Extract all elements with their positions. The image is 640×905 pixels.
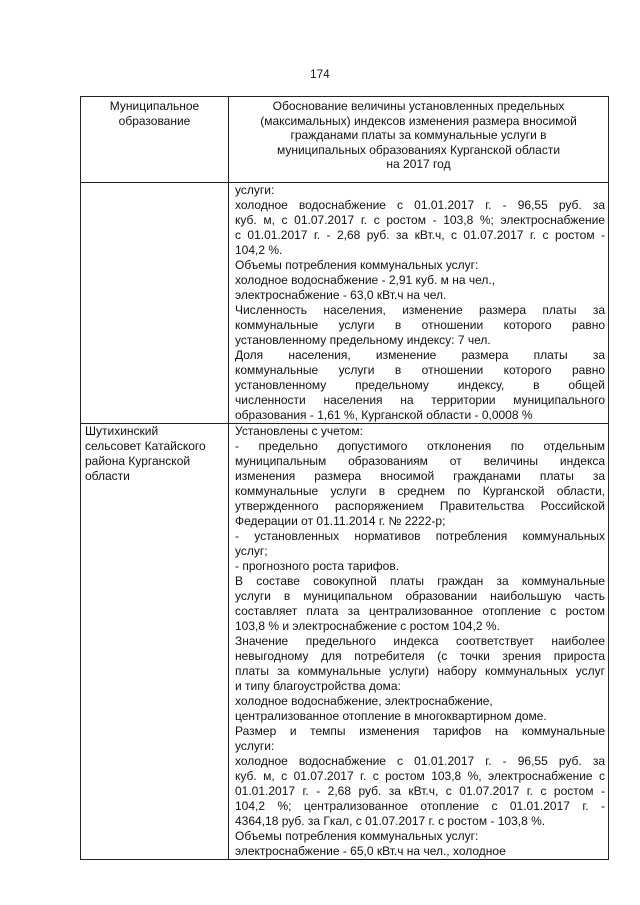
municipality-cell [81, 424, 229, 860]
text-line: Численность населения, изменение размера платы за [235, 303, 605, 317]
text-line: Доля населения, изменение размера платы за [235, 348, 605, 362]
justification-cell [229, 183, 609, 424]
header-justification-line: Обоснование величины установленных предельных [272, 99, 565, 113]
text-line: 01.01.2017 г. - 2,68 руб. за кВт.ч, с 01.07.2017 г. с ростом - [235, 784, 605, 798]
text-line: 4364,18 руб. за Гкал, с 01.07.2017 г. с ростом - 103,8 %. [235, 814, 546, 828]
text-line: Объемы потребления коммунальных услуг: [235, 258, 479, 272]
page-number: 174 [310, 69, 330, 81]
header-justification-line: муниципальных образованиях Курганской области [276, 142, 561, 157]
text-line: 103,8 % и электроснабжение с ростом 104,2 %. [235, 619, 500, 633]
text-line: - установленных нормативов потребления коммунальных [235, 529, 605, 543]
text-line: Установлены с учетом: [235, 424, 363, 438]
text-line: централизованное отопление в многоквартирном доме. [235, 709, 547, 723]
header-justification-cell [229, 97, 609, 183]
header-justification-line: гражданами платы за коммунальные услуги в [290, 128, 547, 143]
justification-cell [229, 424, 609, 860]
text-line: утвержденного распоряжением Правительства Российской [235, 499, 605, 513]
text-line: Размер и темпы изменения тарифов на коммунальные [235, 724, 605, 738]
text-line: услуг; [235, 544, 268, 558]
text-line: 104,2 %. [235, 243, 283, 257]
text-line: образования - 1,61 %, Курганской области - 0,0008 % [235, 408, 533, 422]
table-row [81, 183, 609, 424]
header-justification-line: (максимальных) индексов изменения размера вносимой [260, 113, 577, 128]
text-line: куб. м, с 01.07.2017 г. с ростом - 103,8 %; электроснабжение [235, 213, 605, 227]
text-line: установленному предельному индексу, в общей [235, 378, 605, 392]
municipality-line: области [85, 469, 130, 483]
text-line: холодное водоснабжение, электроснабжение, [235, 694, 493, 708]
table-header-row [81, 97, 609, 183]
header-municipality-cell [81, 97, 229, 183]
text-line: - прогнозного роста тарифов. [235, 559, 400, 573]
text-line: коммунальные услуги в отношении которого равно [235, 363, 605, 377]
text-line: 104,2 %; централизованное отопление с 01.01.2017 г. - [235, 799, 605, 813]
header-municipality-line: Муниципальное [109, 99, 200, 113]
text-line: услуги в муниципальном образовании наибольшую часть [235, 589, 605, 603]
text-line: холодное водоснабжение - 2,91 куб. м на чел., [235, 273, 496, 287]
municipality-line: Шутихинский [85, 424, 159, 438]
text-line: услуги: [235, 183, 275, 197]
text-line: платы за коммунальные услуги) набору коммунальных услуг [235, 664, 605, 678]
text-line: В составе совокупной платы граждан за коммунальные [235, 574, 605, 588]
text-line: Объемы потребления коммунальных услуг: [235, 829, 479, 843]
header-justification-line: на 2017 год [386, 157, 451, 172]
text-line: с 01.01.2017 г. - 2,68 руб. за кВт.ч, с 01.07.2017 г. с ростом - [235, 228, 605, 242]
table-row [81, 424, 609, 860]
text-line: коммунальные услуги в отношении которого равно [235, 318, 605, 332]
text-line: муниципальным образованиям от величины индекса [235, 454, 605, 468]
text-line: куб. м, с 01.07.2017 г. с ростом 103,8 %, электроснабжение с [235, 769, 605, 783]
text-line: услуги: [235, 739, 275, 753]
text-line: электроснабжение - 63,0 кВт.ч на чел. [235, 288, 447, 302]
text-line: Федерации от 01.11.2014 г. № 2222-р; [235, 514, 446, 528]
header-municipality-line: образование [118, 113, 191, 128]
text-line: - предельно допустимого отклонения по отдельным [235, 439, 605, 453]
text-line: установленному предельному индексу: 7 чел. [235, 333, 491, 347]
text-line: изменения размера вносимой гражданами платы за [235, 469, 605, 483]
text-line: холодное водоснабжение с 01.01.2017 г. - 96,55 руб. за [235, 754, 605, 768]
text-line: составляет плата за централизованное отопление с ростом [235, 604, 605, 618]
municipality-cell [81, 183, 229, 424]
text-line: численности населения на территории муниципального [235, 393, 605, 407]
text-line: электроснабжение - 65,0 кВт.ч на чел., холодное [235, 844, 506, 858]
text-line: коммунальные услуги в среднем по Курганской области, [235, 484, 605, 498]
text-line: Значение предельного индекса соответствует наиболее [235, 634, 605, 648]
text-line: и типу благоустройства дома: [235, 679, 401, 693]
municipality-line: района Курганской [85, 454, 191, 468]
text-line: невыгодному для потребителя (с точки зрения прироста [235, 649, 605, 663]
text-line: холодное водоснабжение с 01.01.2017 г. - 96,55 руб. за [235, 198, 605, 212]
justification-table [80, 96, 609, 860]
municipality-line: сельсовет Катайского [85, 439, 206, 453]
